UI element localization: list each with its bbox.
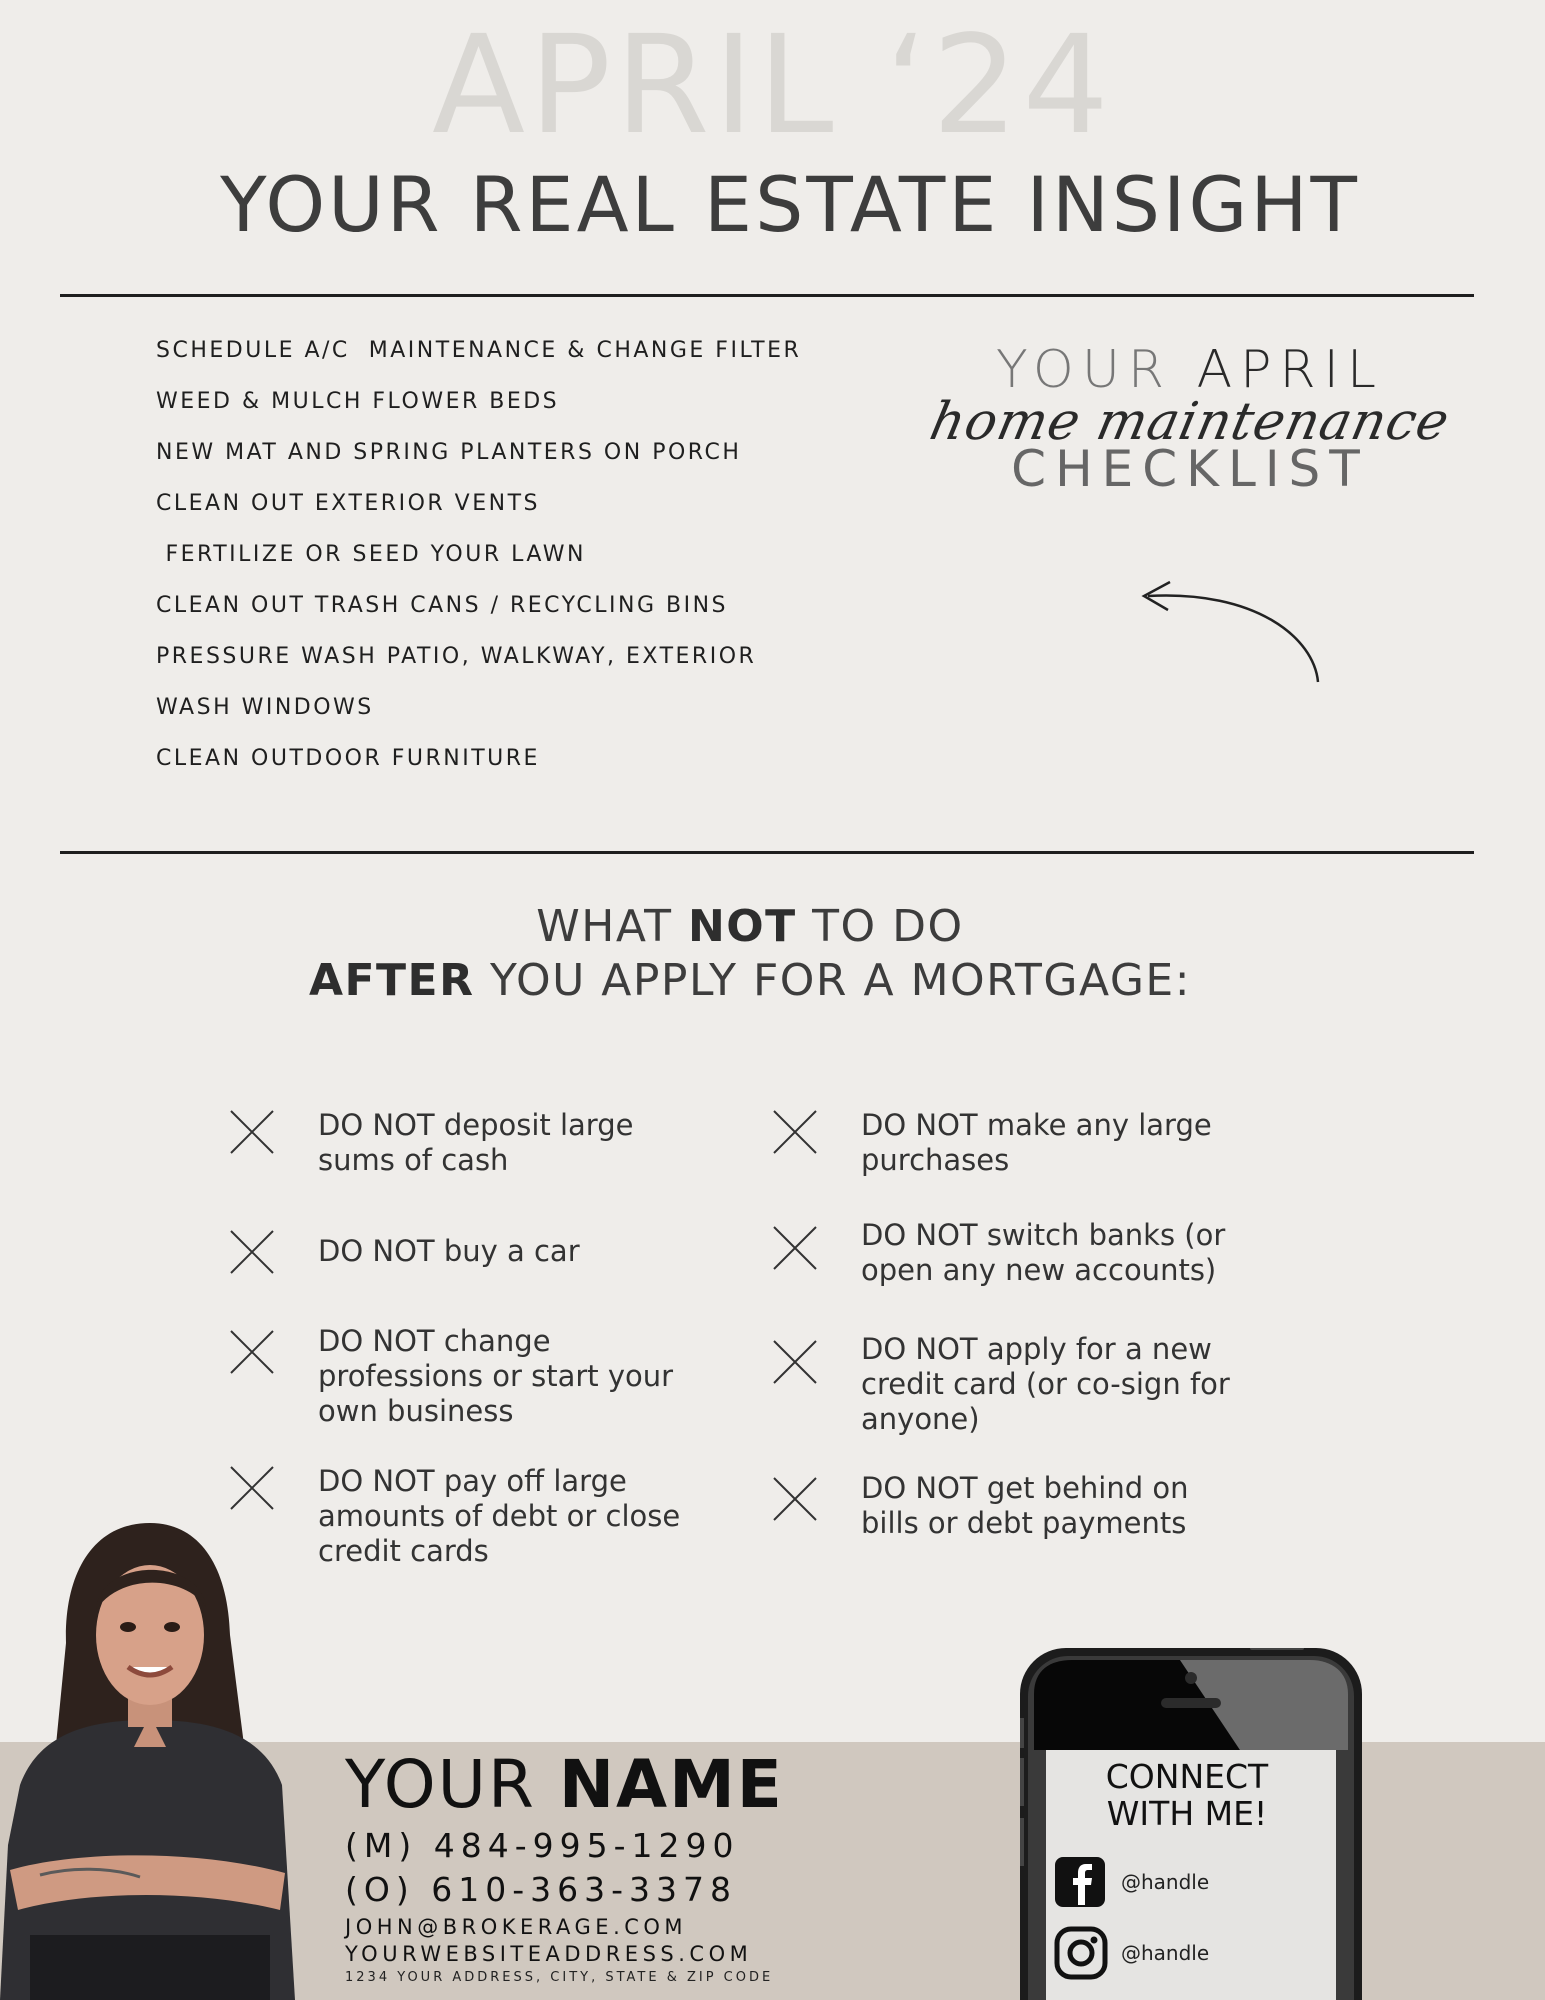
agent-name-bold: NAME <box>558 1746 784 1823</box>
office-phone[interactable]: (O) 610-363-3378 <box>345 1870 737 1909</box>
middle-divider <box>60 851 1474 854</box>
maintenance-checklist <box>156 334 801 793</box>
donot-text: DO NOT buy a car <box>318 1234 580 1268</box>
agent-address: 1234 YOUR ADDRESS, CITY, STATE & ZIP CODE <box>345 1970 774 1985</box>
heading-bold: NOT <box>687 901 797 952</box>
heading-text: TO DO <box>796 901 964 952</box>
donot-text: DO NOT make any large purchases <box>861 1108 1212 1177</box>
checklist-item: WASH WINDOWS <box>156 695 374 720</box>
x-icon <box>228 1328 276 1376</box>
x-icon <box>228 1464 276 1512</box>
instagram-handle: @handle <box>1121 1941 1210 1965</box>
email-link[interactable]: JOHN@BROKERAGE.COM <box>345 1915 688 1939</box>
page-title: YOUR REAL ESTATE INSIGHT <box>220 160 1360 249</box>
x-icon <box>228 1108 276 1156</box>
heading-text: YOU APPLY FOR A MORTGAGE: <box>474 955 1192 1006</box>
donot-text: DO NOT deposit large sums of cash <box>318 1108 634 1177</box>
checklist-item: NEW MAT AND SPRING PLANTERS ON PORCH <box>156 440 742 465</box>
agent-name-light: YOUR <box>345 1746 559 1823</box>
checklist-item: WEED & MULCH FLOWER BEDS <box>156 389 560 414</box>
checklist-item: CLEAN OUT TRASH CANS / RECYCLING BINS <box>156 593 728 618</box>
connect-line: WITH ME! <box>1106 1794 1268 1833</box>
checklist-title-script: home maintenance <box>924 392 1456 452</box>
x-icon <box>228 1228 276 1276</box>
instagram-icon <box>1053 1925 1109 1981</box>
checklist-item: CLEAN OUT EXTERIOR VENTS <box>156 491 540 516</box>
facebook-handle: @handle <box>1121 1870 1210 1894</box>
donot-text: DO NOT change professions or start your own business <box>318 1324 674 1428</box>
checklist-item: PRESSURE WASH PATIO, WALKWAY, EXTERIOR <box>156 644 757 669</box>
month-watermark: APRIL ‘24 <box>432 7 1113 165</box>
donot-text: DO NOT get behind on bills or debt payments <box>861 1471 1189 1540</box>
donot-text: DO NOT apply for a new credit card (or co-sign for anyone) <box>861 1332 1230 1436</box>
facebook-icon <box>1053 1855 1109 1909</box>
website-link[interactable]: YOURWEBSITEADDRESS.COM <box>345 1942 753 1966</box>
donot-text: DO NOT pay off large amounts of debt or close credit cards <box>318 1464 681 1568</box>
checklist-title-april: APRIL <box>1196 340 1384 400</box>
facebook-link[interactable] <box>1053 1855 1209 1909</box>
connect-heading <box>1046 1758 1328 1832</box>
top-divider <box>60 294 1474 297</box>
checklist-item: SCHEDULE A/C MAINTENANCE & CHANGE FILTER <box>156 338 802 363</box>
x-icon <box>771 1108 819 1156</box>
checklist-item: CLEAN OUTDOOR FURNITURE <box>156 746 540 771</box>
mortgage-heading <box>0 900 1500 1008</box>
x-icon <box>771 1338 819 1386</box>
curved-arrow-icon <box>1136 578 1326 688</box>
agent-name <box>345 1746 784 1823</box>
checklist-title-your: YOUR <box>996 340 1173 400</box>
checklist-item: FERTILIZE OR SEED YOUR LAWN <box>156 542 586 567</box>
x-icon <box>771 1475 819 1523</box>
agent-photo <box>0 1515 300 2000</box>
x-icon <box>771 1224 819 1272</box>
checklist-title <box>925 340 1455 496</box>
connect-line: CONNECT <box>1105 1757 1269 1796</box>
heading-bold: AFTER <box>308 955 475 1006</box>
checklist-title-bottom: CHECKLIST <box>1011 440 1369 498</box>
donot-text: DO NOT switch banks (or open any new accounts) <box>861 1218 1226 1287</box>
heading-text: WHAT <box>536 901 688 952</box>
instagram-link[interactable] <box>1053 1925 1209 1981</box>
mobile-phone[interactable]: (M) 484-995-1290 <box>345 1826 740 1865</box>
